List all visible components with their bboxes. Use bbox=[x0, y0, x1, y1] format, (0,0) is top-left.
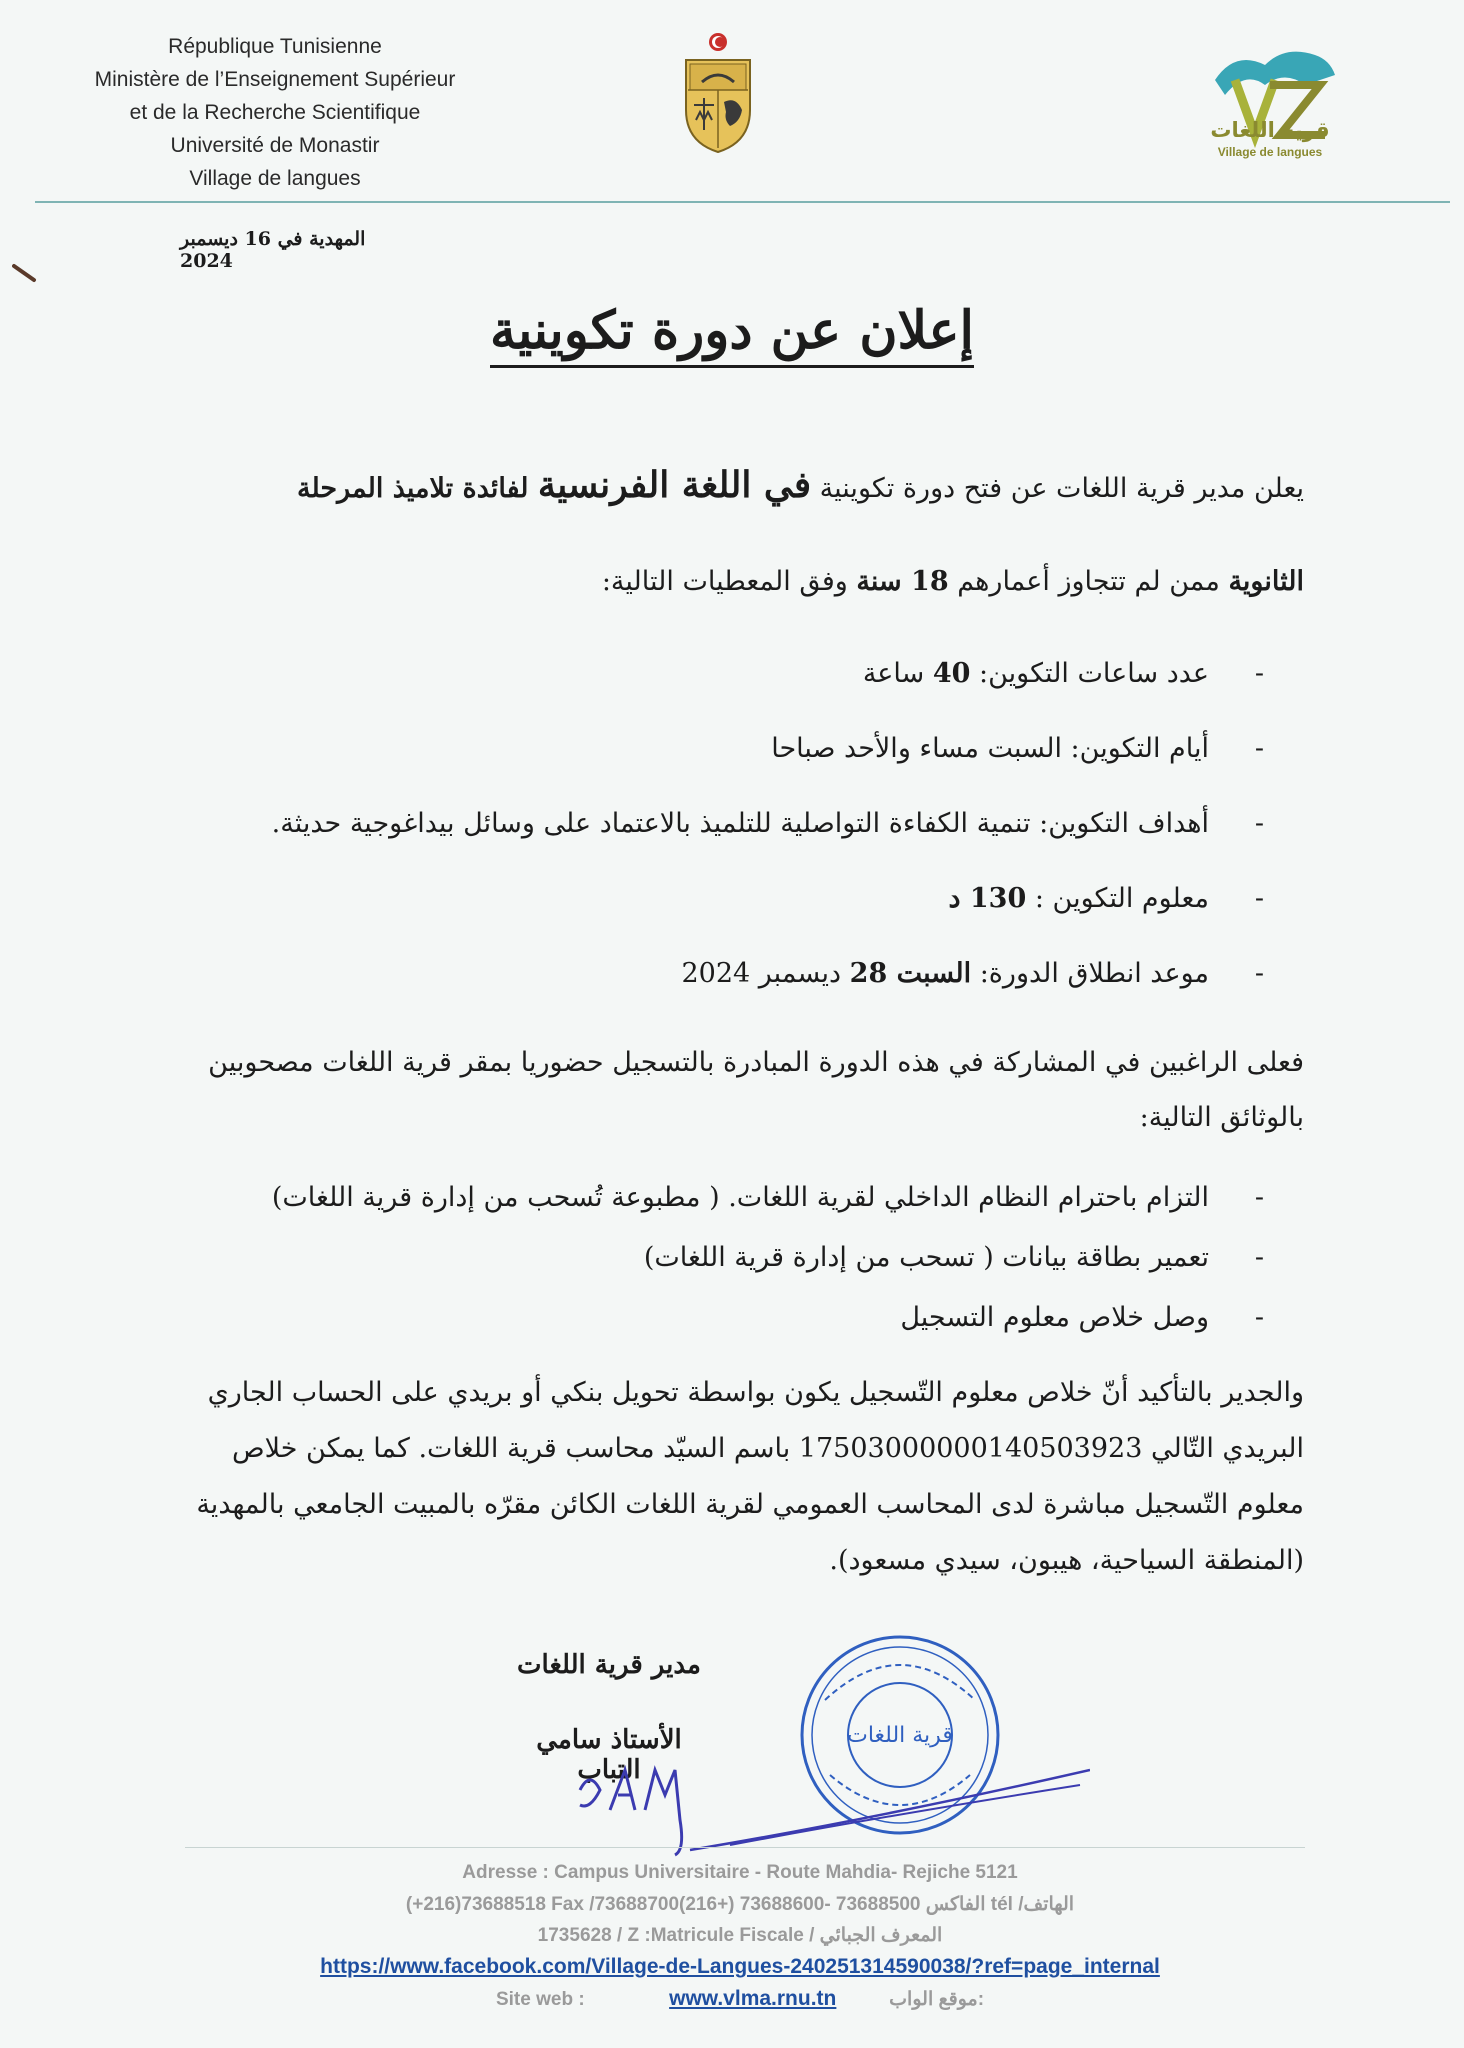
footer-divider bbox=[185, 1847, 1305, 1848]
age-limit: 18 سنة bbox=[856, 566, 949, 597]
intro-line-1: يعلن مدير قرية اللغات عن فتح دورة تكوينية في اللغة الفرنسية لفائدة تلاميذ المرحلة bbox=[297, 464, 1304, 506]
signatory-name: الأستاذ سامي التباب bbox=[536, 1725, 682, 1785]
header-line-3: et de la Recherche Scientifique bbox=[129, 101, 421, 124]
header-line-2: Ministère de l’Enseignement Supérieur bbox=[94, 68, 456, 91]
tunisia-emblem-icon bbox=[680, 30, 756, 155]
site-label: Site web : bbox=[495, 1989, 585, 2010]
payment-paragraph: والجدير بالتأكيد أنّ خلاص معلوم التّسجيل يكون بواسطة تحويل بنكي أو بريدي على الحساب الجاري البريدي التّالي 17503000000140503923 باسم السيّد محاسب قرية اللغات. كما يمكن خلاص معلوم التّسجيل مباشرة لدى المحاسب العمومي لقرية اللغات الكائن مقرّه بالمبيت الجامعي بالمهدية (المنطقة السياحية، هيبون، سيدي مسعود). bbox=[196, 1377, 1304, 1576]
document-item: - وصل خلاص معلوم التسجيل bbox=[164, 1297, 1264, 1357]
footer-phones: (+216)73688518 Fax /الفاكس 73688500 -73688600 (+216)73688700 tél /الهاتف bbox=[405, 1894, 1075, 1915]
document-item: - التزام باحترام النظام الداخلي لقرية اللغات. ( مطبوعة تُسحب من إدارة قرية اللغات) bbox=[164, 1177, 1264, 1237]
logo-french-label: Village de langues bbox=[1217, 145, 1323, 159]
header-divider bbox=[35, 201, 1450, 203]
stamp-text: قرية اللغات bbox=[847, 1723, 953, 1748]
detail-start-date: - موعد انطلاق الدورة: السبت 28 ديسمبر 2024 bbox=[164, 952, 1264, 1027]
detail-fee: - معلوم التكوين : 130 د bbox=[164, 877, 1264, 952]
detail-goals: - أهداف التكوين: تنمية الكفاءة التواصلية للتلميذ بالاعتماد على وسائل بيداغوجية حديثة. bbox=[164, 802, 1264, 877]
page-title: إعلان عن دورة تكوينية bbox=[300, 300, 1164, 361]
registration-paragraph: فعلى الراغبين في المشاركة في هذه الدورة المبادرة بالتسجيل حضوريا بمقر قرية اللغات مصحوبين بالوثائق التالية: bbox=[208, 1047, 1304, 1133]
document-date: المهدية في 16 ديسمبر 2024 bbox=[180, 228, 366, 272]
course-language: في اللغة الفرنسية bbox=[537, 464, 812, 506]
detail-hours: - عدد ساعات التكوين: 40 ساعة bbox=[164, 652, 1264, 727]
footer-website bbox=[180, 1987, 1300, 2011]
header-line-1: République Tunisienne bbox=[168, 35, 382, 58]
header-institution bbox=[55, 30, 495, 195]
logo-arabic-label: قرية اللغات bbox=[1210, 118, 1330, 142]
document-item: - تعمير بطاقة بيانات ( تسحب من إدارة قرية اللغات) bbox=[164, 1237, 1264, 1297]
detail-days: - أيام التكوين: السبت مساء والأحد صباحا bbox=[164, 727, 1264, 802]
header-line-5: Village de langues bbox=[189, 167, 361, 190]
footer-address: Adresse : Campus Universitaire - Route Mahdia- Rejiche 5121 bbox=[462, 1862, 1018, 1883]
required-documents-list bbox=[164, 1177, 1264, 1357]
course-details-list bbox=[164, 652, 1264, 1027]
footer-fiscal-id: 1735628 / Z :Matricule Fiscale / المعرف الجبائي bbox=[537, 1925, 943, 1946]
website-link[interactable]: www.vlma.rnu.tn bbox=[669, 1987, 837, 2010]
pen-mark-icon bbox=[12, 262, 40, 284]
header-line-4: Université de Monastir bbox=[170, 134, 380, 157]
postal-account-number: 17503000000140503923 bbox=[798, 1433, 1143, 1464]
signatory-title: مدير قرية اللغات bbox=[517, 1650, 701, 1680]
handwritten-signature bbox=[570, 1750, 1090, 1860]
facebook-link[interactable]: https://www.facebook.com/Village-de-Langues-240251314590038/?ref=page_internal bbox=[320, 1955, 1160, 1978]
site-label-arabic: موقع الواب: bbox=[889, 1989, 985, 2010]
intro-line-2: الثانوية ممن لم تتجاوز أعمارهم 18 سنة وفق المعطيات التالية: bbox=[601, 566, 1304, 597]
